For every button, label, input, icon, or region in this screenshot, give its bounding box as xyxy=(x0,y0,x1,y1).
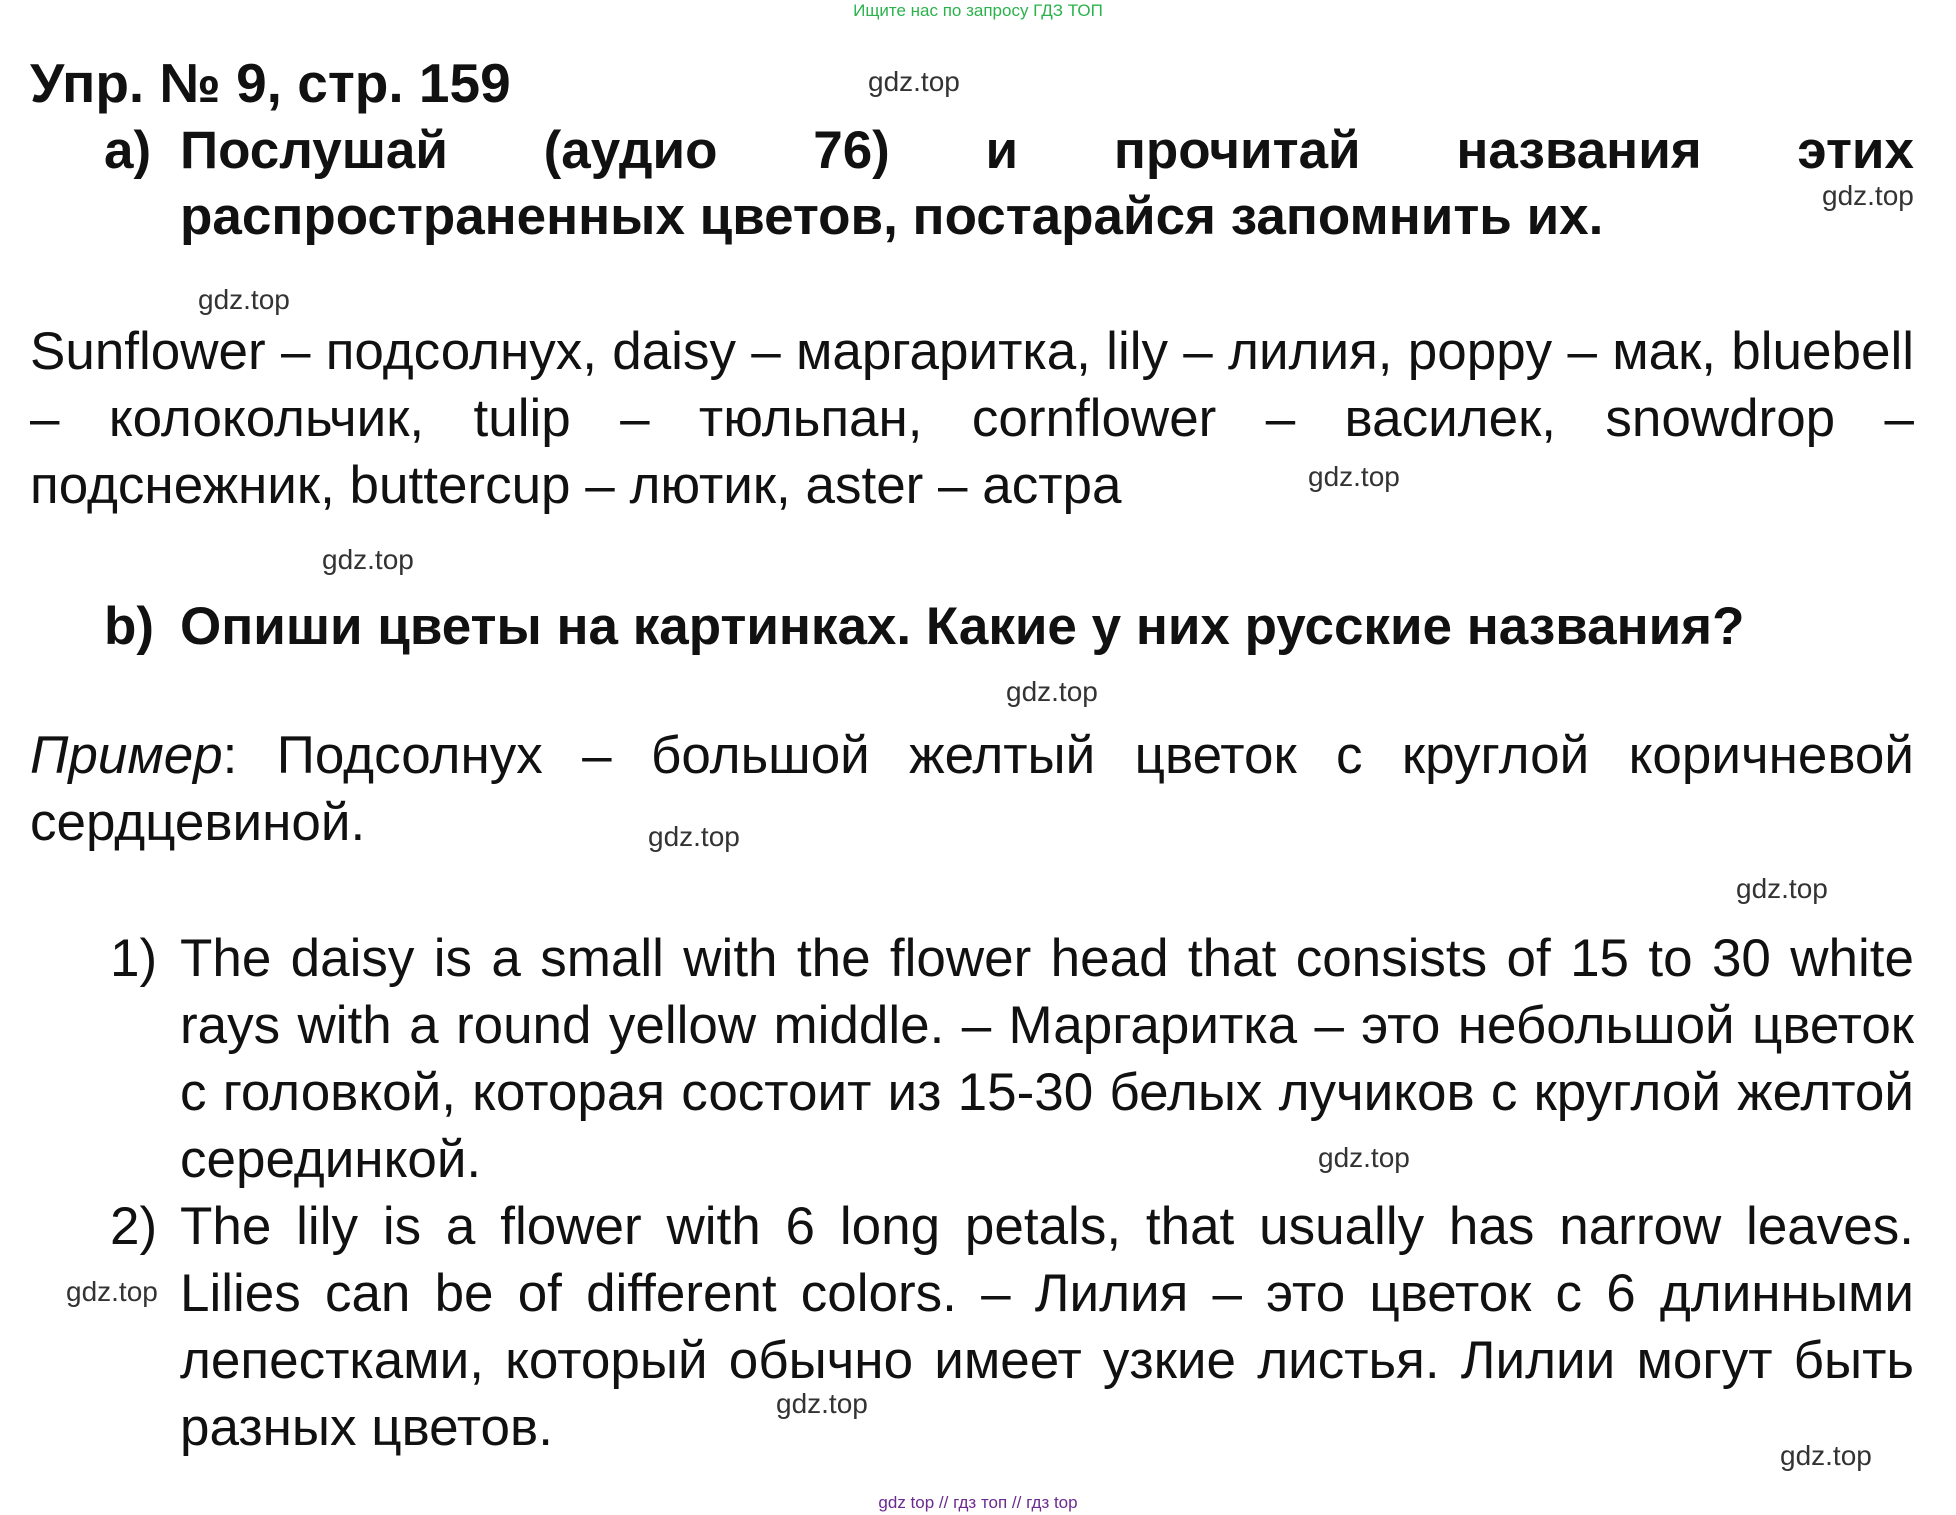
example-paragraph xyxy=(30,722,1914,856)
task-b-marker: b) xyxy=(104,597,155,656)
watermark: gdz.top xyxy=(322,544,414,575)
answer-text: The lily is a flower with 6 long petals, that usually has narrow leaves. Lilies can be of different colors. – Лилия – это цветок с 6 длинными лепестками, который обычно имеет узкие листья. Лилии могут быть разных цветов. xyxy=(180,1197,1914,1457)
watermark: gdz.top xyxy=(1822,180,1914,211)
watermark: gdz.top xyxy=(1780,1440,1872,1471)
answer-text: The daisy is a small with the flower head that consists of 15 to 30 white rays with a round yellow middle. – Маргаритка – это небольшой цветок с головкой, которая состоит из 15-30 белых лучиков с круглой желтой серединкой. xyxy=(180,929,1914,1189)
answer-number: 2) xyxy=(110,1197,158,1256)
task-b xyxy=(104,594,1914,660)
watermark: gdz.top xyxy=(648,821,740,852)
watermark: gdz.top xyxy=(1006,676,1098,707)
task-a xyxy=(104,118,1914,250)
watermark: gdz.top xyxy=(868,66,960,97)
example-label: Пример xyxy=(30,726,223,785)
watermark: gdz.top xyxy=(1318,1142,1410,1173)
watermark: gdz.top xyxy=(1736,873,1828,904)
watermark: gdz.top xyxy=(1308,461,1400,492)
task-a-marker: a) xyxy=(104,121,152,180)
example-text: : Подсолнух – большой желтый цветок с круглой коричневой сердцевиной. xyxy=(30,726,1914,852)
answer-number: 1) xyxy=(110,929,158,988)
bottom-banner: gdz top // гдз топ // гдз top xyxy=(878,1493,1078,1512)
page-title: Упр. № 9, стр. 159 xyxy=(30,52,511,114)
answers-list xyxy=(96,925,1914,1461)
list-item xyxy=(96,1193,1914,1461)
watermark: gdz.top xyxy=(66,1276,158,1307)
task-a-text: Послушай (аудио 76) и прочитай названия этих распространенных цветов, постарайся запомнить их. xyxy=(180,121,1914,246)
top-banner: Ищите нас по запросу ГДЗ ТОП xyxy=(853,1,1103,20)
list-item xyxy=(96,925,1914,1193)
watermark: gdz.top xyxy=(198,284,290,315)
task-b-text: Опиши цветы на картинках. Какие у них русские названия? xyxy=(180,597,1745,656)
watermark: gdz.top xyxy=(776,1388,868,1419)
vocabulary-paragraph: Sunflower – подсолнух, daisy – маргаритка, lily – лилия, poppy – мак, bluebell – колокольчик, tulip – тюльпан, cornflower – василек, snowdrop – подснежник, buttercup – лютик, aster – астра xyxy=(30,322,1914,515)
